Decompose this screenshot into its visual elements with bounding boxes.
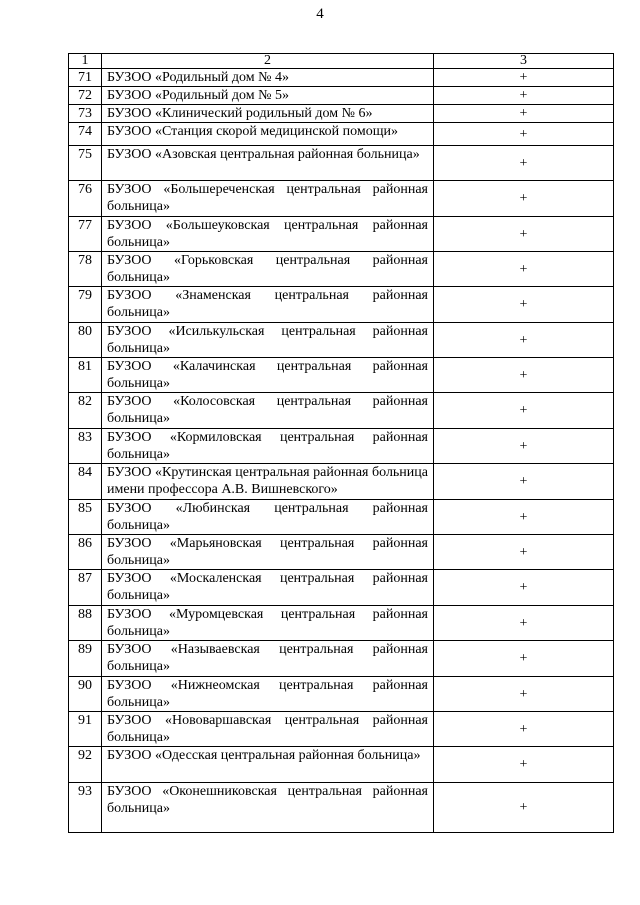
- table-row: [69, 105, 614, 123]
- plus-mark: +: [434, 123, 614, 146]
- table-row: [69, 535, 614, 570]
- plus-mark: +: [434, 323, 614, 358]
- row-number: 75: [69, 146, 102, 181]
- table-row: [69, 252, 614, 287]
- row-number: 81: [69, 358, 102, 393]
- table-row: [69, 606, 614, 641]
- institution-name: БУЗОО «Большереченская центральная районная больница»: [102, 181, 434, 217]
- institution-name: БУЗОО «Знаменская центральная районная больница»: [102, 287, 434, 323]
- institution-name: БУЗОО «Нововаршавская центральная районная больница»: [102, 712, 434, 747]
- institution-name: БУЗОО «Любинская центральная районная больница»: [102, 500, 434, 535]
- plus-mark: +: [434, 393, 614, 429]
- table-row: [69, 287, 614, 323]
- row-number: 73: [69, 105, 102, 123]
- institution-name: БУЗОО «Нижнеомская центральная районная больница»: [102, 677, 434, 712]
- row-number: 76: [69, 181, 102, 217]
- plus-mark: +: [434, 500, 614, 535]
- table-row: [69, 570, 614, 606]
- institutions-table: [68, 53, 614, 833]
- table-row: [69, 181, 614, 217]
- institution-name: БУЗОО «Кормиловская центральная районная больница»: [102, 429, 434, 464]
- row-number: 92: [69, 747, 102, 783]
- table-row: [69, 87, 614, 105]
- row-number: 87: [69, 570, 102, 606]
- institution-name: БУЗОО «Называевская центральная районная больница»: [102, 641, 434, 677]
- plus-mark: +: [434, 252, 614, 287]
- row-number: 85: [69, 500, 102, 535]
- table-row: [69, 464, 614, 500]
- plus-mark: +: [434, 464, 614, 500]
- plus-mark: +: [434, 677, 614, 712]
- header-col-number: 1: [69, 54, 102, 69]
- institution-name: БУЗОО «Клинический родильный дом № 6»: [102, 105, 434, 123]
- row-number: 77: [69, 217, 102, 252]
- institution-name: БУЗОО «Горьковская центральная районная больница»: [102, 252, 434, 287]
- table-row: [69, 69, 614, 87]
- institution-name: БУЗОО «Оконешниковская центральная районная больница»: [102, 783, 434, 833]
- table-row: [69, 747, 614, 783]
- table-row: [69, 641, 614, 677]
- table-row: [69, 677, 614, 712]
- table-row: [69, 783, 614, 833]
- row-number: 84: [69, 464, 102, 500]
- plus-mark: +: [434, 641, 614, 677]
- row-number: 86: [69, 535, 102, 570]
- plus-mark: +: [434, 535, 614, 570]
- table-row: [69, 429, 614, 464]
- row-number: 89: [69, 641, 102, 677]
- table-row: [69, 393, 614, 429]
- institution-name: БУЗОО «Колосовская центральная районная больница»: [102, 393, 434, 429]
- institution-name: БУЗОО «Крутинская центральная районная больница имени профессора А.В. Вишневского»: [102, 464, 434, 500]
- row-number: 79: [69, 287, 102, 323]
- plus-mark: +: [434, 105, 614, 123]
- plus-mark: +: [434, 217, 614, 252]
- row-number: 90: [69, 677, 102, 712]
- institution-name: БУЗОО «Исилькульская центральная районная больница»: [102, 323, 434, 358]
- plus-mark: +: [434, 146, 614, 181]
- institution-name: БУЗОО «Родильный дом № 4»: [102, 69, 434, 87]
- table-row: [69, 712, 614, 747]
- plus-mark: +: [434, 69, 614, 87]
- row-number: 71: [69, 69, 102, 87]
- institution-name: БУЗОО «Большеуковская центральная районная больница»: [102, 217, 434, 252]
- institution-name: БУЗОО «Муромцевская центральная районная больница»: [102, 606, 434, 641]
- table-row: [69, 500, 614, 535]
- institution-name: БУЗОО «Марьяновская центральная районная больница»: [102, 535, 434, 570]
- institution-name: БУЗОО «Родильный дом № 5»: [102, 87, 434, 105]
- table-row: [69, 123, 614, 146]
- plus-mark: +: [434, 570, 614, 606]
- row-number: 78: [69, 252, 102, 287]
- page-number: 4: [316, 6, 324, 22]
- institution-name: БУЗОО «Азовская центральная районная больница»: [102, 146, 434, 181]
- row-number: 88: [69, 606, 102, 641]
- header-col-mark: 3: [434, 54, 614, 69]
- row-number: 80: [69, 323, 102, 358]
- plus-mark: +: [434, 87, 614, 105]
- plus-mark: +: [434, 181, 614, 217]
- header-col-name: 2: [102, 54, 434, 69]
- table-header-row: [69, 54, 614, 69]
- row-number: 72: [69, 87, 102, 105]
- plus-mark: +: [434, 429, 614, 464]
- row-number: 83: [69, 429, 102, 464]
- plus-mark: +: [434, 747, 614, 783]
- plus-mark: +: [434, 712, 614, 747]
- table-row: [69, 146, 614, 181]
- table-row: [69, 358, 614, 393]
- plus-mark: +: [434, 287, 614, 323]
- plus-mark: +: [434, 606, 614, 641]
- row-number: 93: [69, 783, 102, 833]
- row-number: 82: [69, 393, 102, 429]
- plus-mark: +: [434, 783, 614, 833]
- row-number: 91: [69, 712, 102, 747]
- table-body: [69, 54, 614, 833]
- row-number: 74: [69, 123, 102, 146]
- institution-name: БУЗОО «Станция скорой медицинской помощи»: [102, 123, 434, 146]
- table-row: [69, 323, 614, 358]
- plus-mark: +: [434, 358, 614, 393]
- table-row: [69, 217, 614, 252]
- institution-name: БУЗОО «Одесская центральная районная больница»: [102, 747, 434, 783]
- institution-name: БУЗОО «Калачинская центральная районная больница»: [102, 358, 434, 393]
- institution-name: БУЗОО «Москаленская центральная районная больница»: [102, 570, 434, 606]
